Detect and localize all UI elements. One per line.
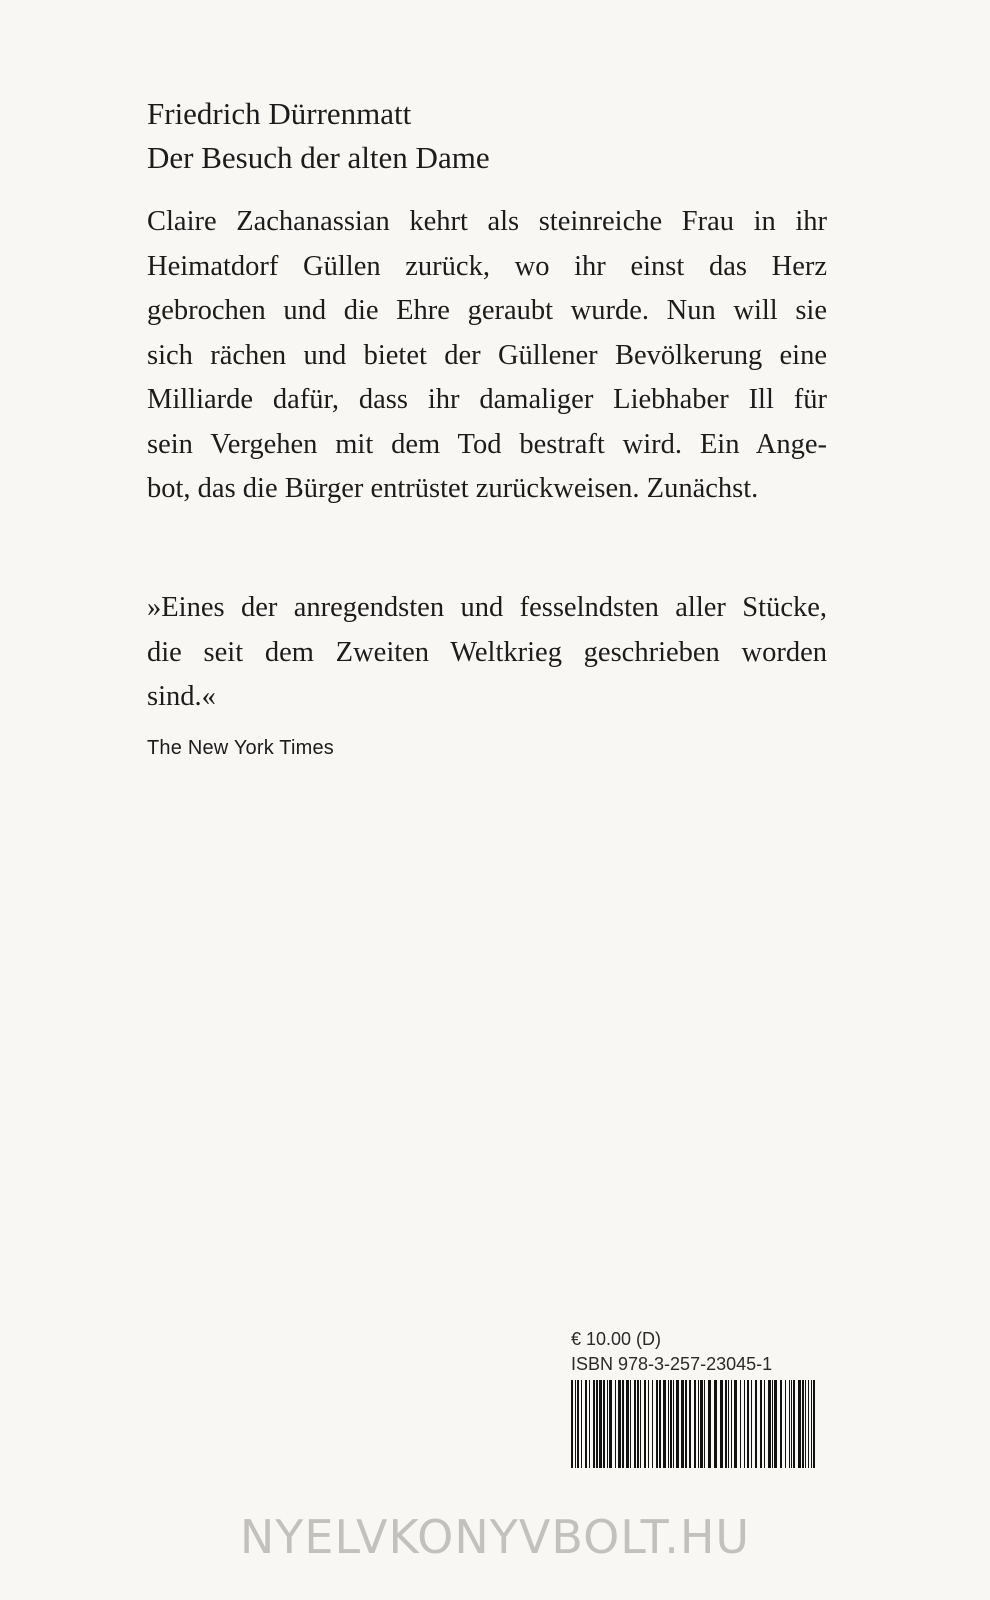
barcode-bar <box>685 1380 687 1468</box>
blurb-line: Milliarde dafür, dass ihr damaliger Liebhaber Ill für <box>147 384 827 415</box>
barcode-bar <box>668 1380 669 1468</box>
barcode-bar <box>780 1380 782 1468</box>
isbn-label: ISBN 978-3-257-23045-1 <box>571 1354 773 1374</box>
barcode-bar <box>681 1380 684 1468</box>
barcode-bar <box>603 1380 605 1468</box>
barcode-bar <box>774 1380 777 1468</box>
barcode-bar <box>593 1380 595 1468</box>
price-label: € 10.00 (D) <box>571 1329 662 1349</box>
barcode-bar <box>622 1380 624 1468</box>
barcode-bar <box>652 1380 653 1468</box>
blurb-line: sein Vergehen mit dem Tod bestraft wird. Ein Ange- <box>147 428 827 460</box>
barcode-bar <box>640 1380 641 1468</box>
barcode-bar <box>571 1380 573 1468</box>
barcode-bar <box>589 1380 590 1468</box>
watermark-text: NYELVKONYVBOLT.HU <box>239 1510 751 1564</box>
barcode-bar <box>615 1380 616 1468</box>
barcode-bar <box>791 1380 792 1468</box>
barcode-bar <box>676 1380 679 1468</box>
barcode-bar <box>734 1380 737 1468</box>
barcode-bar <box>744 1380 745 1468</box>
barcode-bar <box>659 1380 661 1468</box>
author-name: Friedrich Dürrenmatt <box>147 96 412 131</box>
barcode-bar <box>728 1380 729 1468</box>
barcode-bar <box>663 1380 666 1468</box>
price-isbn-block <box>571 1327 772 1377</box>
quote-line: »Eines der anregendsten und fesselndsten aller Stücke, <box>147 592 827 623</box>
barcode-bar <box>700 1380 703 1468</box>
barcode-bar <box>585 1380 587 1468</box>
blurb-line: gebrochen und die Ehre geraubt wurde. Nun will sie <box>147 295 827 326</box>
barcode-bar <box>596 1380 598 1468</box>
barcode-bar <box>704 1380 705 1468</box>
barcode-bar <box>808 1380 809 1468</box>
barcode-bar <box>764 1380 765 1468</box>
barcode-bar <box>720 1380 723 1468</box>
barcode-bar <box>694 1380 696 1468</box>
barcode-bar <box>789 1380 790 1468</box>
barcode-bar <box>673 1380 674 1468</box>
barcode-bar <box>768 1380 771 1468</box>
barcode-bar <box>813 1380 815 1468</box>
barcode-bar <box>670 1380 672 1468</box>
press-quote <box>147 586 827 720</box>
barcode-bar <box>793 1380 795 1468</box>
book-title: Der Besuch der alten Dame <box>147 140 490 175</box>
quote-line: die seit dem Zweiten Weltkrieg geschrieben worden <box>147 636 827 668</box>
barcode-bar <box>626 1380 629 1468</box>
barcode-bar <box>731 1380 732 1468</box>
barcode-bar <box>747 1380 749 1468</box>
barcode-bar <box>689 1380 691 1468</box>
barcode-bar <box>755 1380 757 1468</box>
barcode-bar <box>607 1380 608 1468</box>
barcode-bar <box>577 1380 579 1468</box>
barcode-bar <box>811 1380 812 1468</box>
barcode-bar <box>760 1380 762 1468</box>
barcode-bar <box>599 1380 602 1468</box>
barcode <box>571 1380 815 1468</box>
barcode-bar <box>785 1380 786 1468</box>
barcode-bar <box>581 1380 582 1468</box>
barcode-bar <box>634 1380 636 1468</box>
barcode-bar <box>648 1380 649 1468</box>
barcode-bar <box>725 1380 727 1468</box>
barcode-bar <box>772 1380 773 1468</box>
barcode-bar <box>708 1380 711 1468</box>
blurb-line: Heimatdorf Güllen zurück, wo ihr einst das Herz <box>147 250 827 282</box>
blurb-text <box>147 200 827 512</box>
barcode-bar <box>740 1380 741 1468</box>
blurb-line: Claire Zachanassian kehrt als steinreiche Frau in ihr <box>147 206 827 237</box>
quote-line: sind.« <box>147 681 216 712</box>
barcode-bar <box>802 1380 804 1468</box>
barcode-bar <box>714 1380 717 1468</box>
blurb-line: sich rächen und bietet der Güllener Bevölkerung eine <box>147 339 827 371</box>
barcode-bar <box>805 1380 806 1468</box>
quote-source: The New York Times <box>147 737 335 759</box>
barcode-bar <box>644 1380 646 1468</box>
barcode-bar <box>609 1380 612 1468</box>
barcode-bar <box>751 1380 752 1468</box>
barcode-bar <box>575 1380 576 1468</box>
barcode-bar <box>637 1380 639 1468</box>
blurb-line: bot, das die Bürger entrüstet zurückweisen. Zunächst. <box>147 473 759 504</box>
barcode-bar <box>698 1380 699 1468</box>
barcode-bar <box>656 1380 658 1468</box>
barcode-bar <box>798 1380 801 1468</box>
barcode-bar <box>618 1380 621 1468</box>
barcode-bar <box>630 1380 631 1468</box>
